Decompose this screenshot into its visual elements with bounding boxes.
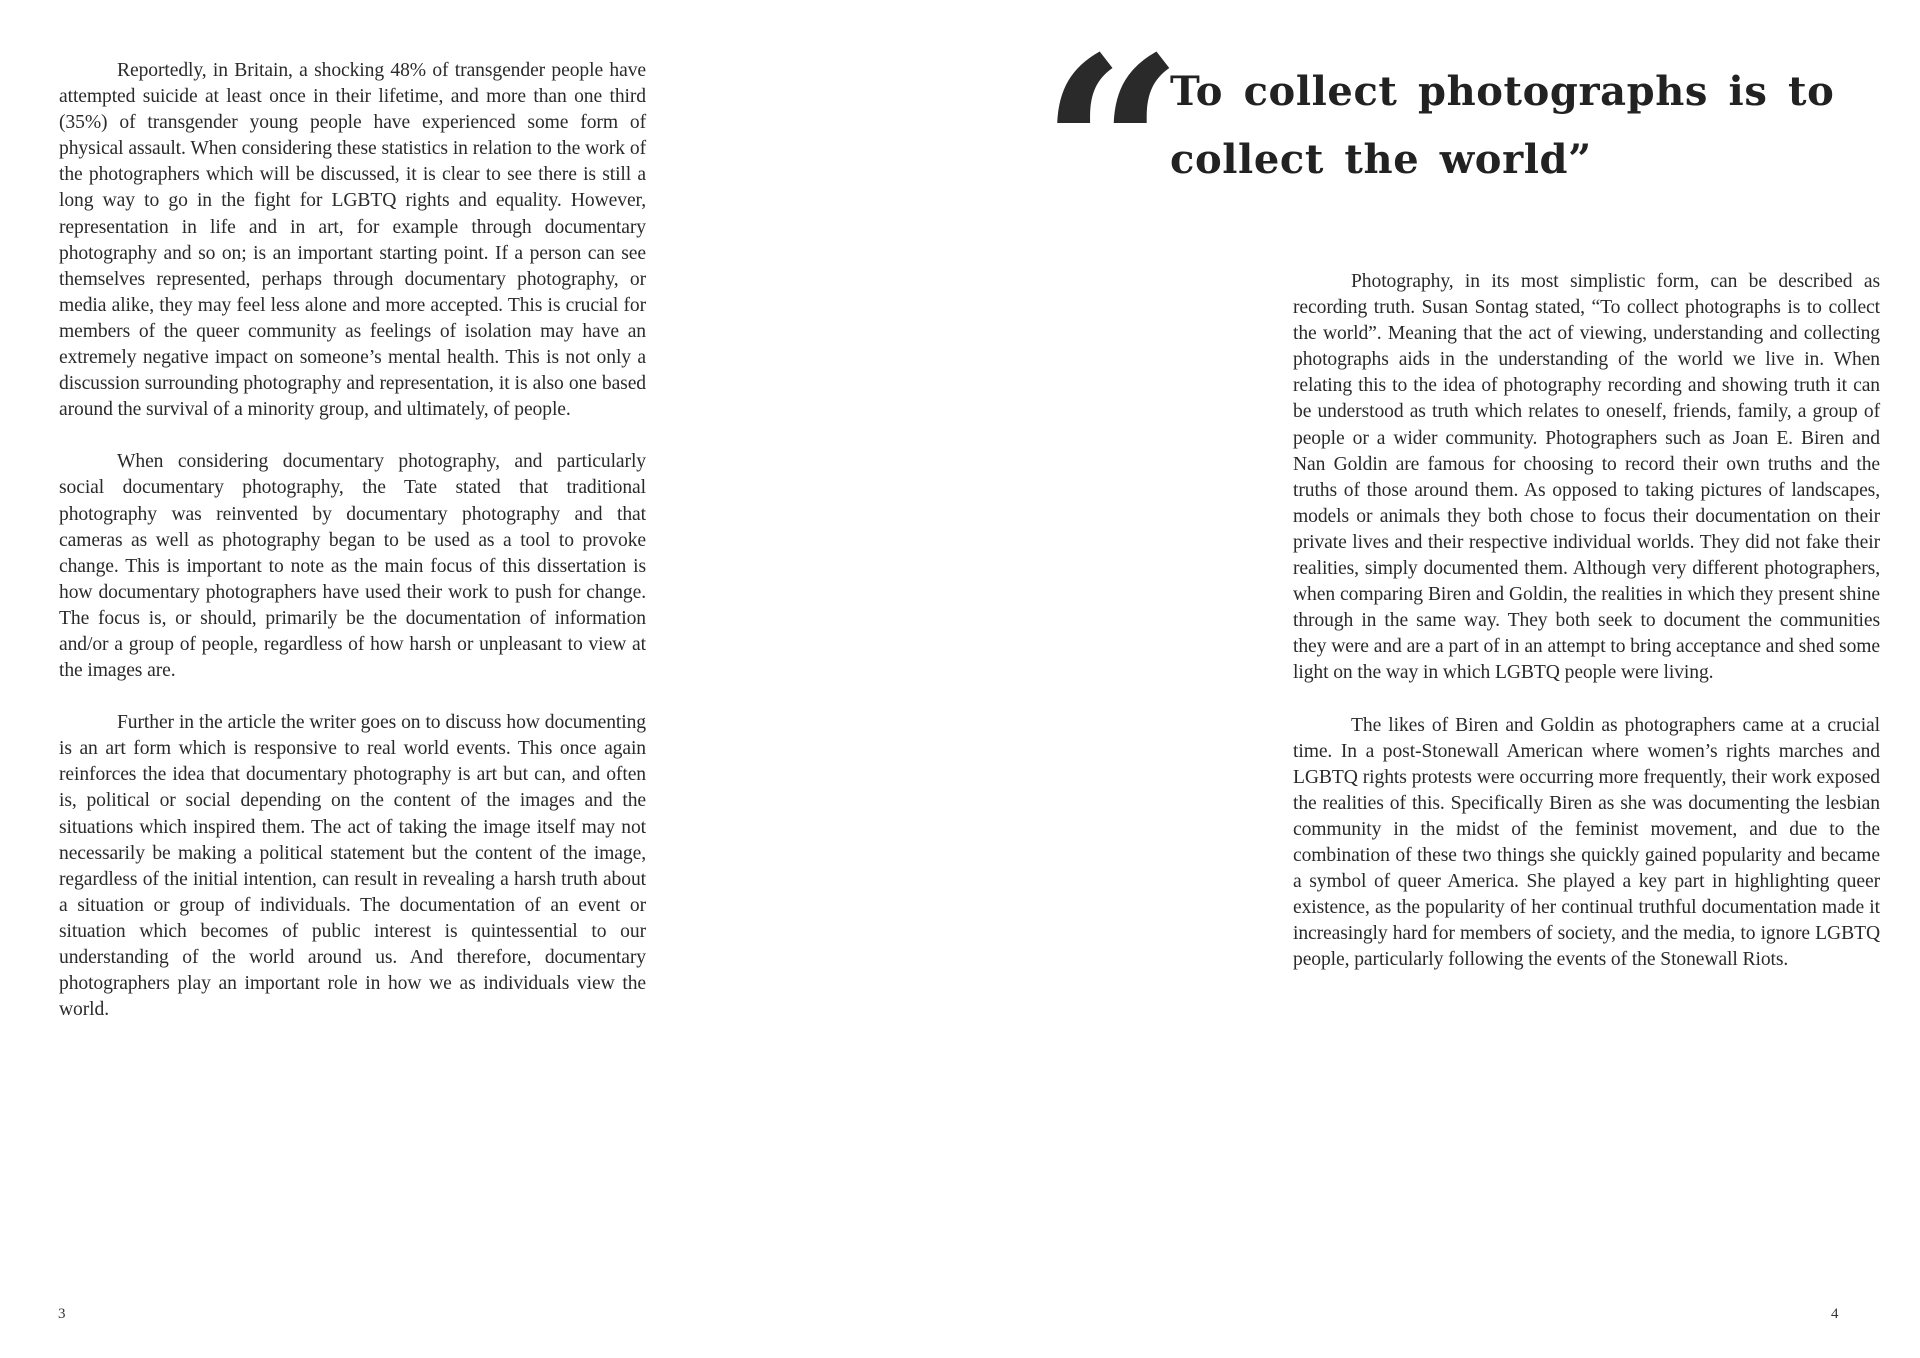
left-paragraph-2: When considering documentary photography, and particularly social documentary photography, the Tate stated that traditional photography was reinvented by documentary photography and that cameras as well as photography began to be used as a tool to provoke change. This is important to note as the main focus of this dissertation is how documentary photographers have used their work to push for change. The focus is, or should, primarily be the documentation of information and/or a group of people, regardless of how harsh or unpleasant to view at the images are. <box>59 451 646 682</box>
left-paragraph-3: Further in the article the writer goes on to discuss how documenting is an art form which is responsive to real world events. This once again reinforces the idea that documentary photography is art but can, and often is, political or social depending on the content of the images and the situations which inspired them. The act of taking the image itself may not necessarily be making a political statement but the content of the image, regardless of the initial intention, can result in revealing a harsh truth about a situation or group of individuals. The documentation of an event or situation which becomes of public interest is quintessential to our understanding of the world around us. And therefore, documentary photographers play an important role in how we as individuals view the world. <box>59 712 646 1021</box>
left-paragraph-1: Reportedly, in Britain, a shocking 48% of transgender people have attempted suicide at least once in their lifetime, and more than one third (35%) of transgender young people have experienced some form of physical assault. When considering these statistics in relation to the work of the photographers which will be discussed, it is clear to see there is still a long way to go in the fight for LGBTQ rights and equality. However, representation in life and in art, for example through documentary photography and so on; is an important starting point. If a person can see themselves represented, perhaps through documentary photography, or media alike, they may feel less alone and more accepted. This is crucial for members of the queer community as feelings of isolation may have an extremely negative impact on someone’s mental health. This is not only a discussion surrounding photography and representation, it is also one based around the survival of a minority group, and ultimately, of people. <box>59 60 646 421</box>
left-page-number: 3 <box>58 1306 66 1322</box>
right-paragraph-2: The likes of Biren and Goldin as photographers came at a crucial time. In a post-Stonewall American where women’s rights marches and LGBTQ rights protests were occurring more frequently, their work exposed the realities of this. Specifically Biren as she was documenting the lesbian community in the midst of the feminist movement, and due to the combination of these two things she quickly gained popularity and became a symbol of queer America. She played a key part in highlighting queer existence, as the popularity of her continual truthful documentation made it increasingly hard for members of society, and the media, to ignore LGBTQ people, particularly following the events of the Stonewall Riots. <box>1293 714 1880 971</box>
pull-quote <box>1040 2 1900 296</box>
right-body-text <box>1293 269 1880 999</box>
open-quote-mark: “ <box>1040 2 1184 296</box>
left-body-text <box>59 58 646 1049</box>
right-page-number: 4 <box>1831 1306 1839 1322</box>
right-page <box>960 0 1920 1358</box>
right-paragraph-1: Photography, in its most simplistic form, can be described as recording truth. Susan Sontag stated, “To collect photographs is to collect the world”. Meaning that the act of viewing, understanding and collecting photographs aids in the understanding of the world we live in. When relating this to the idea of photography recording and showing truth it can be understood as truth which relates to oneself, friends, family, a group of people or a wider community. Photographers such as Joan E. Biren and Nan Goldin are famous for choosing to record their own truths and the truths of those around them. As opposed to taking pictures of landscapes, models or animals they both chose to focus their documentation on their private lives and their respective individual worlds. They did not fake their realities, simply documented them. Although very different photographers, when comparing Biren and Goldin, the realities in which they present shine through in the same way. They both seek to document the communities they were and are a part of in an attempt to bring acceptance and shed some light on the way in which LGBTQ people were living. <box>1293 271 1880 684</box>
pull-quote-text: To collect photographs is to collect the world” <box>1170 68 1835 183</box>
